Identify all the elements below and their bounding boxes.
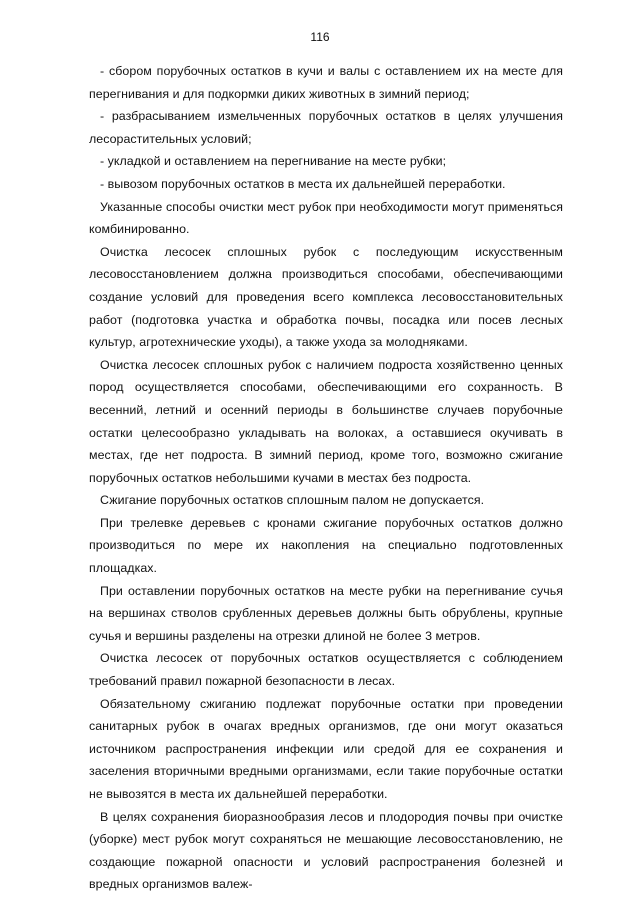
paragraph: При оставлении порубочных остатков на месте рубки на перегнивание сучья на вершинах стволов срубленных деревьев должны быть обрублены, крупные сучья и вершины разделены на отрезки длиной не более 3 метров.: [89, 583, 563, 643]
paragraph: Очистка лесосек сплошных рубок с последующим искусственным лесовосстановлением должна производиться способами, обеспечивающими создание условий для проведения всего комплекса лесовосстановительных работ (подготовка участка и обработка почвы, посадка или посев лесных культур, агротехнические уходы), а также ухода за молодняками.: [89, 244, 563, 350]
paragraph: Указанные способы очистки мест рубок при необходимости могут применяться комбинированно.: [89, 199, 563, 237]
paragraph: В целях сохранения биоразнообразия лесов и плодородия почвы при очистке (уборке) мест рубок могут сохраняться не мешающие лесовосстановлению, не создающие пожарной опасности и условий распространения болезней и вредных организмов валеж-: [89, 809, 563, 892]
paragraph: - сбором порубочных остатков в кучи и валы с оставлением их на месте для перегнивания и для подкормки диких животных в зимний период;: [89, 64, 563, 101]
paragraph: - разбрасыванием измельченных порубочных остатков в целях улучшения лесорастительных условий;: [89, 109, 563, 146]
paragraph: Обязательному сжиганию подлежат порубочные остатки при проведении санитарных рубок в очагах вредных организмов, где они могут оказаться источником распространения инфекции или средой для ее сохранения и заселения вторичными вредными организмами, если такие порубочные остатки не вывозятся в места их дальнейшей переработки.: [89, 696, 563, 801]
paragraph: Сжигание порубочных остатков сплошным палом не допускается.: [100, 493, 485, 508]
paragraph: Очистка лесосек от порубочных остатков осуществляется с соблюдением требований правил пожарной безопасности в лесах.: [89, 651, 563, 689]
paragraph: При трелевке деревьев с кронами сжигание порубочных остатков должно производиться по мере их накопления на специально подготовленных площадках.: [89, 515, 563, 576]
paragraph: Очистка лесосек сплошных рубок с наличием подроста хозяйственно ценных пород осуществляется способами, обеспечивающими его сохранность. В весенний, летний и осенний периоды в большинстве случаев порубочные остатки целесообразно укладывать на волоках, а оставшиеся окучивать в местах, где нет подроста. В зимний период, кроме того, возможно сжигание порубочных остатков небольшими кучами в местах без подроста.: [89, 357, 563, 485]
paragraph: - укладкой и оставлением на перегнивание на месте рубки;: [100, 154, 447, 169]
page-number: 116: [310, 30, 330, 44]
paragraph: - вывозом порубочных остатков в места их дальнейшей переработки.: [100, 176, 506, 191]
document-body: [89, 60, 563, 896]
